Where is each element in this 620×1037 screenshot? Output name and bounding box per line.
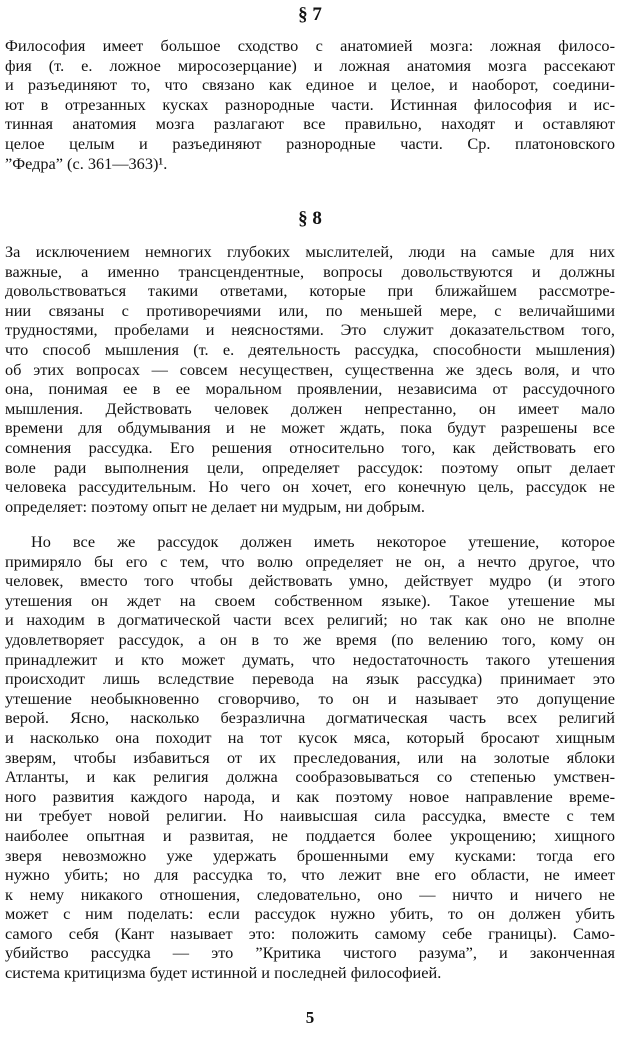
text-line: примиряло бы его с тем, что волю определяет не он, а нечто другое, что	[5, 551, 615, 571]
text-line: зверям, чтобы избавиться от их преследования, или на золотые яблоки	[5, 747, 615, 767]
text-line: человека рассудительным. Но чего он хочет, его конечную цель, рассудок не	[5, 477, 615, 497]
text-line: наиболее опытная и развитая, не поддается более укрощению; хищного	[5, 825, 615, 845]
text-line: времени для обдумывания и не может ждать, пока будут разрешены все	[5, 418, 615, 438]
text-line: об этих вопросах — совсем несуществен, существенна же здесь воля, и что	[5, 359, 615, 379]
text-line: и насколько она походит на тот кусок мяса, который бросают хищным	[5, 727, 615, 747]
text-line: целое целым и разъединяют разнородные части. Ср. платоновского	[5, 133, 615, 153]
text-line: трудностями, пробелами и неясностями. Это служит доказательством того,	[5, 320, 615, 340]
text-line: ”Федра” (с. 361—363)¹.	[5, 153, 168, 173]
text-line: Атланты, и как религия должна сообразовываться со степенью умствен-	[5, 767, 615, 787]
text-line: тинная анатомия мозга разлагают все правильно, находят и оставляют	[5, 114, 615, 134]
text-line: что способ мышления (т. е. деятельность рассудка, способности мышления)	[5, 339, 615, 359]
section-8-paragraph-1	[5, 242, 615, 516]
text-line: определяет: поэтому опыт не делает ни мудрым, ни добрым.	[5, 496, 425, 516]
text-line: может с ним поделать: если рассудок нужно убить, то он должен убить	[5, 904, 615, 924]
section-8-paragraph-2	[5, 532, 615, 983]
text-line: самого себя (Кант называет это: положить самому себе границы). Само-	[5, 923, 615, 943]
text-line: и разъединяют то, что связано как единое и целое, и наоборот, соедини-	[5, 75, 615, 95]
text-line: ного развития каждого народа, и как поэтому новое направление време-	[5, 786, 615, 806]
text-line: зверя невозможно уже удержать брошенными ему кусками: тогда его	[5, 845, 615, 865]
text-line: мышления. Действовать человек должен непрестанно, он имеет мало	[5, 398, 615, 418]
text-line: и находим в догматической части всех религий; но так как оно не вполне	[5, 610, 615, 630]
text-line: За исключением немногих глубоких мыслителей, люди на самые для них	[5, 242, 615, 261]
text-line: Философия имеет большое сходство с анатомией мозга: ложная филосо-	[5, 36, 615, 55]
text-line: утешения он ждет на своем собственном языке). Такое утешение мы	[5, 590, 615, 610]
text-line: убийство рассудка — это ”Критика чистого разума”, и законченная	[5, 943, 615, 963]
text-line: воле ради выполнения цели, определяет рассудок: поэтому опыт делает	[5, 457, 615, 477]
text-line: удовлетворяет рассудок, а он в то же время (по велению того, кому он	[5, 629, 615, 649]
text-line: нии связаны с противоречиями или, по меньшей мере, с величайшими	[5, 300, 615, 320]
text-line: к нему никакого отношения, следовательно, оно — ничто и ничего не	[5, 884, 615, 904]
text-line: человек, вместо того чтобы действовать умно, действует мудро (и этого	[5, 571, 615, 591]
text-line: фия (т. е. ложное миросозерцание) и ложная анатомия мозга рассекают	[5, 55, 615, 75]
text-line: нужно убить; но для рассудка то, что лежит вне его области, не имеет	[5, 865, 615, 885]
text-line: утешение необыкновенно сговорчиво, то он и называет это допущение	[5, 688, 615, 708]
text-line: важные, а именно трансцендентные, вопросы довольствуются и должны	[5, 261, 615, 281]
text-line: сомнения рассудка. Его решения относительно того, как действовать его	[5, 437, 615, 457]
section-heading-7: § 7	[298, 4, 322, 25]
section-7-paragraph	[5, 36, 615, 173]
section-heading-8: § 8	[298, 208, 322, 229]
text-line: ни требует новой религии. Но наивысшая сила рассудка, вместе с тем	[5, 806, 615, 826]
text-line: Но все же рассудок должен иметь некоторое утешение, которое	[31, 532, 615, 551]
text-line: происходит лишь вследствие перевода на язык рассудка) принимает это	[5, 669, 615, 689]
text-line: ют в отрезанных кусках разнородные части. Истинная философия и ис-	[5, 94, 615, 114]
text-line: система критицизма будет истинной и последней философией.	[5, 963, 442, 983]
text-line: довольствоваться такими ответами, которые при ближайшем рассмотре-	[5, 281, 615, 301]
text-line: верой. Ясно, насколько безразлична догматическая часть всех религий	[5, 708, 615, 728]
text-line: принадлежит и кто может думать, что недостаточность такого утешения	[5, 649, 615, 669]
page-number: 5	[305, 1008, 315, 1027]
text-line: она, понимая ее в ее моральном проявлении, независима от рассудочного	[5, 379, 615, 399]
